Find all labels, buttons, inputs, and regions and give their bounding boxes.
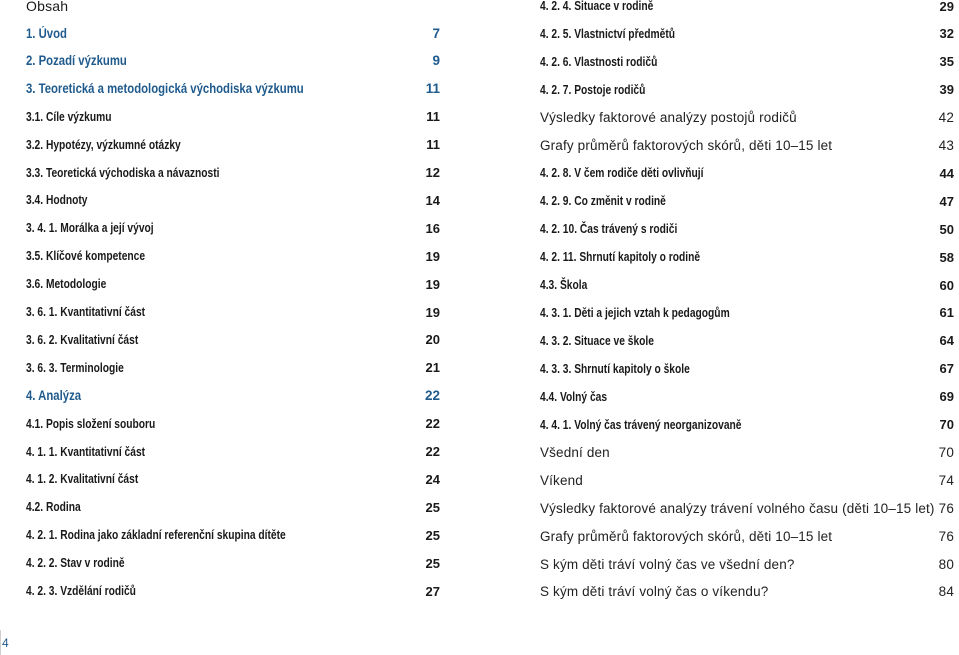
toc-entry-page: 76	[938, 528, 954, 544]
toc-entry[interactable]	[540, 0, 954, 16]
toc-entry-page: 67	[939, 361, 954, 377]
toc-entry-page: 21	[425, 360, 440, 376]
toc-entry-label: Všední den	[540, 444, 610, 460]
toc-entry-label: 4. 2. 7. Postoje rodičů	[540, 82, 646, 97]
toc-entry[interactable]	[26, 386, 440, 406]
toc-entry-page: 20	[425, 332, 440, 348]
toc-entry-page: 44	[939, 165, 954, 181]
toc-entry-label: 3. 6. 2. Kvalitativní část	[26, 332, 139, 347]
toc-entry-page: 24	[425, 471, 440, 487]
toc-entry[interactable]	[26, 581, 440, 601]
toc-entry-page: 11	[426, 109, 440, 125]
toc-entry[interactable]	[26, 163, 440, 183]
toc-entry-label: 1. Úvod	[26, 25, 67, 41]
toc-entry[interactable]	[540, 275, 954, 295]
toc-entry-label: 4. 2. 6. Vlastnosti rodičů	[540, 54, 658, 69]
toc-entry[interactable]	[540, 108, 954, 128]
toc-entry[interactable]	[540, 498, 954, 518]
toc-entry-label: 4. 2. 5. Vlastnictví předmětů	[540, 26, 676, 41]
toc-entry-page: 27	[425, 583, 440, 599]
toc-entry[interactable]	[26, 358, 440, 378]
toc-entry[interactable]	[540, 331, 954, 351]
toc-entry[interactable]	[540, 470, 954, 490]
toc-entry[interactable]	[540, 80, 954, 100]
toc-entry-label: 4. 2. 9. Co změnit v rodině	[540, 194, 666, 209]
toc-entry-label: 3.4. Hodnoty	[26, 193, 88, 208]
toc-entry-page: 12	[425, 165, 440, 180]
toc-entry[interactable]	[540, 582, 954, 602]
toc-entry[interactable]	[26, 190, 440, 210]
toc-entry-page: 19	[425, 276, 440, 292]
toc-entry-label: 3.6. Metodologie	[26, 277, 107, 292]
toc-entry-page: 11	[426, 137, 440, 153]
toc-entry-label: Víkend	[540, 472, 583, 488]
toc-entry[interactable]	[26, 107, 440, 127]
toc-entry-label: S kým děti tráví volný čas ve všední den?	[540, 556, 795, 572]
toc-entry[interactable]	[26, 274, 440, 294]
toc-entry-label: 4. 1. 2. Kvalitativní část	[26, 472, 139, 487]
toc-entry-label: 4. 2. 1. Rodina jako základní referenční skupina dítěte	[26, 528, 286, 543]
toc-entry-page: 58	[939, 249, 954, 265]
toc-entry-page: 61	[939, 305, 954, 321]
toc-entry-label: 4.2. Rodina	[26, 500, 81, 515]
toc-entry-label: 4.1. Popis složení souboru	[26, 416, 156, 431]
toc-entry-page: 22	[425, 444, 440, 459]
toc-entry-label: 4. 2. 8. V čem rodiče děti ovlivňují	[540, 166, 704, 181]
toc-entry[interactable]	[540, 191, 954, 211]
toc-entry[interactable]	[26, 51, 440, 71]
toc-entry-label: 3. 6. 3. Terminologie	[26, 360, 124, 375]
toc-entry[interactable]	[540, 554, 954, 574]
toc-entry[interactable]	[26, 246, 440, 266]
toc-entry-label: 4. 3. 2. Situace ve škole	[540, 333, 654, 348]
toc-entry-label: Grafy průměrů faktorových skórů, děti 10–15 let	[540, 528, 833, 544]
toc-entry-label: 3.2. Hypotézy, výzkumné otázky	[26, 137, 181, 152]
toc-entry-page: 25	[425, 499, 440, 515]
toc-entry-label: 4. 2. 2. Stav v rodině	[26, 556, 125, 571]
toc-entry[interactable]	[540, 303, 954, 323]
toc-entry-label: 4. 2. 10. Čas trávený s rodiči	[540, 222, 678, 237]
toc-entry-page: 70	[938, 444, 954, 460]
toc-entry-label: 3.3. Teoretická východiska a návaznosti	[26, 165, 220, 180]
toc-entry-page: 25	[425, 555, 440, 571]
toc-entry-page: 29	[939, 0, 954, 14]
toc-entry[interactable]	[540, 136, 954, 156]
toc-entry-page: 70	[939, 417, 954, 432]
toc-entry-page: 64	[939, 333, 954, 349]
toc-entry-page: 19	[425, 248, 440, 264]
toc-entry[interactable]	[26, 442, 440, 462]
toc-entry-page: 9	[432, 53, 440, 69]
toc-title: Obsah	[26, 0, 69, 14]
toc-entry-page: 80	[938, 556, 954, 572]
toc-entry-page: 74	[938, 472, 954, 488]
toc-entry[interactable]	[26, 330, 440, 350]
toc-entry-page: 39	[939, 82, 954, 98]
folio-divider	[0, 630, 1, 655]
toc-entry[interactable]	[540, 219, 954, 239]
toc-entry[interactable]	[26, 525, 440, 545]
toc-entry-label: 4. 2. 3. Vzdělání rodičů	[26, 584, 136, 598]
toc-entry-page: 7	[432, 25, 440, 41]
toc-entry-page: 22	[425, 416, 440, 432]
toc-entry-label: 4. 2. 11. Shrnutí kapitoly o rodině	[540, 250, 701, 265]
toc-entry[interactable]	[26, 497, 440, 517]
toc-entry-page: 42	[938, 110, 954, 126]
toc-entry-page: 50	[939, 221, 954, 237]
toc-entry-page: 69	[939, 389, 954, 405]
toc-entry-page: 25	[425, 527, 440, 543]
toc-entry-page: 47	[939, 193, 954, 209]
toc-entry-page: 11	[425, 81, 440, 97]
toc-entry-label: 3. 6. 1. Kvantitativní část	[26, 305, 146, 319]
toc-entry[interactable]	[26, 469, 440, 489]
toc-entry-page: 16	[425, 220, 440, 236]
toc-entry-label: 4. 3. 3. Shrnutí kapitoly o škole	[540, 361, 690, 376]
toc-entry-page: 14	[425, 192, 440, 208]
toc-entry[interactable]	[540, 247, 954, 267]
toc-entry[interactable]	[540, 415, 954, 435]
toc-entry-label: 3. Teoretická a metodologická východiska výzkumu	[26, 81, 304, 97]
toc-entry-label: Výsledky faktorové analýzy trávení volného času (děti 10–15 let)	[540, 500, 935, 516]
toc-entry-page: 76	[938, 500, 954, 516]
toc-entry-label: 4.4. Volný čas	[540, 389, 608, 404]
toc-entry[interactable]	[540, 526, 954, 546]
toc-entry-page: 84	[938, 584, 954, 600]
toc-entry-label: 3.1. Cíle výzkumu	[26, 109, 112, 124]
toc-entry-page: 32	[939, 26, 954, 42]
toc-entry[interactable]	[26, 553, 440, 573]
toc-entry-label: 2. Pozadí výzkumu	[26, 53, 127, 69]
toc-entry[interactable]	[26, 135, 440, 155]
toc-entry[interactable]	[26, 302, 440, 322]
toc-entry-label: 4. 3. 1. Děti a jejich vztah k pedagogům	[540, 305, 730, 320]
toc-entry[interactable]	[540, 52, 954, 72]
toc-entry[interactable]	[540, 442, 954, 462]
toc-entry-page: 35	[939, 54, 954, 70]
toc-entry-label: Grafy průměrů faktorových skórů, děti 10–15 let	[540, 138, 833, 153]
toc-entry[interactable]	[26, 79, 440, 99]
toc-entry[interactable]	[26, 414, 440, 434]
toc-entry-page: 22	[424, 388, 440, 404]
toc-entry-page: 60	[939, 277, 954, 293]
toc-entry-label: 4. Analýza	[26, 388, 82, 404]
toc-entry-label: 4. 2. 4. Situace v rodině	[540, 0, 654, 13]
toc-entry-label: S kým děti tráví volný čas o víkendu?	[540, 584, 769, 600]
page-number: 4	[2, 636, 9, 650]
toc-entry-label: 3. 4. 1. Morálka a její vývoj	[26, 221, 154, 236]
toc-entry-page: 43	[938, 138, 954, 153]
toc-entry[interactable]	[540, 24, 954, 44]
toc-entry[interactable]	[26, 23, 440, 43]
toc-entry[interactable]	[540, 387, 954, 407]
toc-entry-label: 3.5. Klíčové kompetence	[26, 249, 146, 264]
toc-entry-page: 19	[425, 304, 440, 320]
toc-entry-label: 4. 1. 1. Kvantitativní část	[26, 444, 146, 459]
toc-entry[interactable]	[26, 218, 440, 238]
toc-entry-label: 4. 4. 1. Volný čas trávený neorganizovaně	[540, 417, 742, 432]
toc-entry[interactable]	[540, 359, 954, 379]
toc-entry-label: 4.3. Škola	[540, 278, 588, 292]
toc-entry-label: Výsledky faktorové analýzy postojů rodičů	[540, 110, 797, 126]
toc-entry[interactable]	[540, 163, 954, 183]
